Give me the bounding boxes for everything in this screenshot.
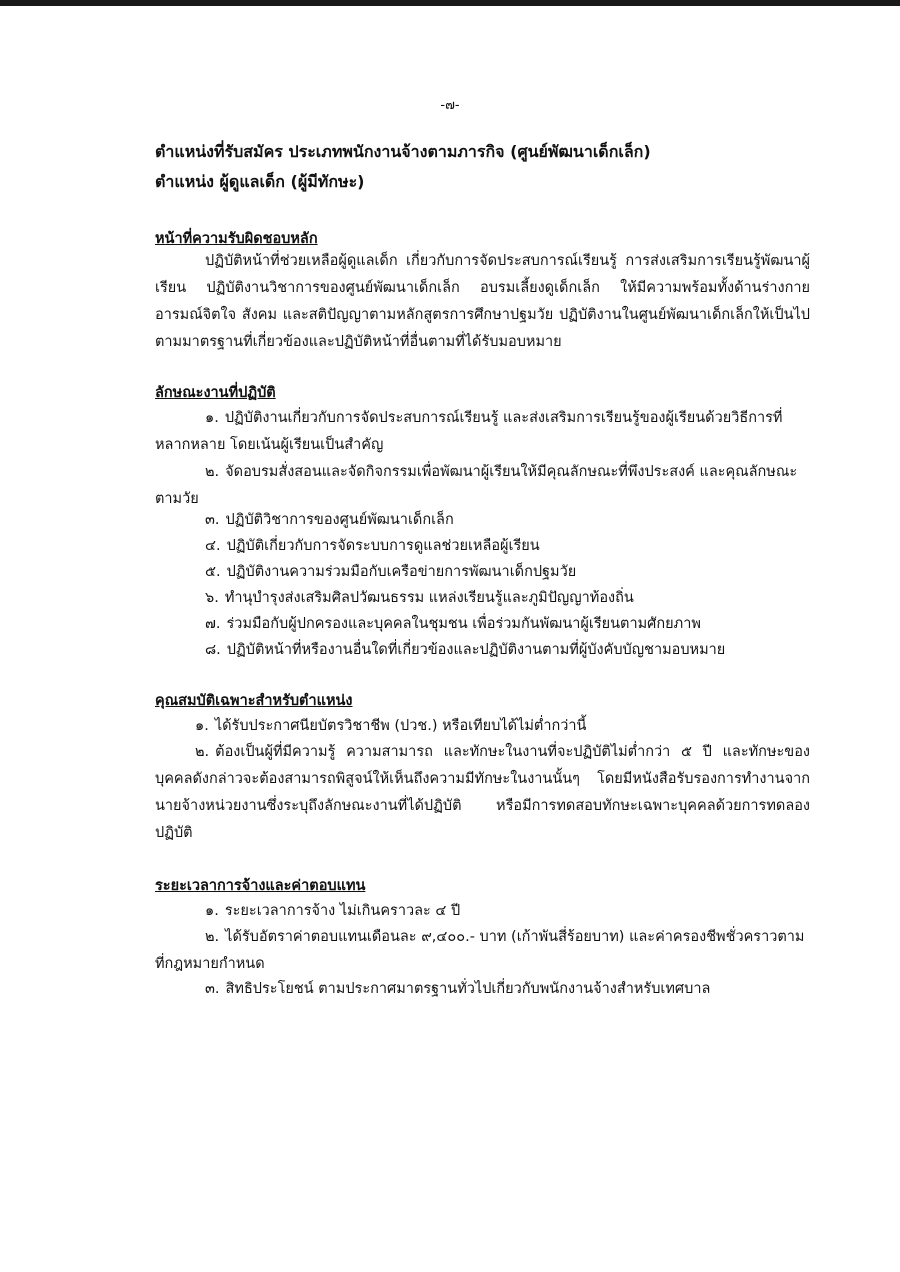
work-item-number: ๓. bbox=[205, 512, 220, 528]
work-item-text: ปฏิบัติหน้าที่หรืองานอื่นใดที่เกี่ยวข้องและปฏิบัติงานตามที่ผู้บังคับบัญชามอบหมาย bbox=[226, 642, 726, 658]
work-item-text: ปฏิบัติงานความร่วมมือกับเครือข่ายการพัฒนาเด็กปฐมวัย bbox=[226, 564, 577, 580]
page-number: -๗- bbox=[440, 98, 460, 113]
qualification-item-number: ๑. bbox=[195, 718, 209, 734]
work-item-6 bbox=[205, 585, 810, 612]
work-item-text: ปฏิบัติวิชาการของศูนย์พัฒนาเด็กเล็ก bbox=[225, 512, 454, 528]
work-item-8 bbox=[205, 637, 810, 664]
position-name-title: ตำแหน่ง ผู้ดูแลเด็ก (ผู้มีทักษะ) bbox=[155, 172, 365, 191]
employment-item-text: ระยะเวลาการจ้าง ไม่เกินคราวละ ๔ ปี bbox=[224, 903, 461, 919]
employment-item-number: ๒. bbox=[205, 929, 220, 945]
work-item-number: ๘. bbox=[205, 642, 221, 658]
duties-paragraph: ปฏิบัติหน้าที่ช่วยเหลือผู้ดูแลเด็ก เกี่ยวกับการจัดประสบการณ์เรียนรู้ การส่งเสริมการเรียนรู้พัฒนาผู้เรียน ปฏิบัติงานวิชาการของศูนย์พัฒนาเด็กเล็ก อบรมเลี้ยงดูเด็กเล็ก ให้มีความพร้อมทั้งด้านร่างกาย อารมณ์จิตใจ สังคม และสติปัญญาตามหลักสูตรการศึกษาปฐมวัย ปฏิบัติงานในศูนย์พัฒนาเด็กเล็กให้เป็นไปตามมาตรฐานที่เกี่ยวข้องและปฏิบัติหน้าที่อื่นตามที่ได้รับมอบหมาย bbox=[155, 253, 810, 350]
qualification-item-text: ได้รับประกาศนียบัตรวิชาชีพ (ปวช.) หรือเทียบได้ไม่ต่ำกว่านี้ bbox=[214, 718, 587, 734]
employment-item-text: สิทธิประโยชน์ ตามประกาศมาตรฐานทั่วไปเกี่ยวกับพนักงานจ้างสำหรับเทศบาล bbox=[225, 981, 711, 997]
qualifications-heading: คุณสมบัติเฉพาะสำหรับตำแหน่ง bbox=[155, 693, 353, 709]
qualification-item-number: ๒. bbox=[195, 744, 210, 760]
work-item-4 bbox=[205, 533, 810, 560]
work-item-2 bbox=[155, 459, 810, 513]
work-item-text: ทำนุบำรุงส่งเสริมศิลปวัฒนธรรม แหล่งเรียนรู้และภูมิปัญญาท้องถิ่น bbox=[224, 590, 634, 606]
work-item-number: ๔. bbox=[205, 538, 221, 554]
employment-item-1 bbox=[205, 898, 810, 925]
employment-item-number: ๓. bbox=[205, 981, 220, 997]
duties-heading: หน้าที่ความรับผิดชอบหลัก bbox=[155, 231, 318, 247]
work-item-text: จัดอบรมสั่งสอนและจัดกิจกรรมเพื่อพัฒนาผู้เรียนให้มีคุณลักษณะที่พึงประสงค์ และคุณลักษณะตามวัย bbox=[155, 464, 798, 507]
employment-item-2 bbox=[155, 924, 810, 978]
position-type-title: ตำแหน่งที่รับสมัคร ประเภทพนักงานจ้างตามภารกิจ (ศูนย์พัฒนาเด็กเล็ก) bbox=[155, 142, 651, 161]
employment-item-number: ๑. bbox=[205, 903, 219, 919]
work-item-number: ๖. bbox=[205, 590, 219, 606]
employment-item-text: ได้รับอัตราค่าตอบแทนเดือนละ ๙,๔๐๐.- บาท (เก้าพันสี่ร้อยบาท) และค่าครองชีพชั่วคราวตามที่กฎหมายกำหนด bbox=[155, 929, 805, 972]
work-item-7 bbox=[205, 611, 810, 638]
work-item-5 bbox=[205, 559, 810, 586]
qualification-item-text: ต้องเป็นผู้ที่มีความรู้ ความสามารถ และทักษะในงานที่จะปฏิบัติไม่ต่ำกว่า ๕ ปี และทักษะของบุคคลดังกล่าวจะต้องสามารถพิสูจน์ให้เห็นถึงความมีทักษะในงานนั้นๆ โดยมีหนังสือรับรองการทำงานจากนายจ้างหน่วยงานซึ่งระบุถึงลักษณะงานที่ได้ปฏิบัติ หรือมีการทดสอบทักษะเฉพาะบุคคลด้วยการทดลองปฏิบัติ bbox=[155, 744, 810, 841]
work-heading: ลักษณะงานที่ปฏิบัติ bbox=[155, 385, 276, 401]
work-item-number: ๒. bbox=[205, 464, 220, 480]
employment-item-3 bbox=[205, 976, 810, 1003]
employment-heading: ระยะเวลาการจ้างและค่าตอบแทน bbox=[155, 878, 366, 894]
work-item-text: ร่วมมือกับผู้ปกครองและบุคคลในชุมชน เพื่อร่วมกันพัฒนาผู้เรียนตามศักยภาพ bbox=[226, 616, 701, 632]
work-item-text: ปฏิบัติงานเกี่ยวกับการจัดประสบการณ์เรียนรู้ และส่งเสริมการเรียนรู้ของผู้เรียนด้วยวิธีการที่หลากหลาย โดยเน้นผู้เรียนเป็นสำคัญ bbox=[155, 410, 783, 453]
work-item-number: ๑. bbox=[205, 410, 219, 426]
work-item-3 bbox=[205, 507, 810, 534]
qualification-item-2 bbox=[155, 739, 810, 847]
work-item-number: ๕. bbox=[205, 564, 221, 580]
qualification-item-1 bbox=[195, 713, 800, 740]
work-item-1 bbox=[155, 405, 810, 459]
work-item-number: ๗. bbox=[205, 616, 221, 632]
work-item-text: ปฏิบัติเกี่ยวกับการจัดระบบการดูแลช่วยเหลือผู้เรียน bbox=[226, 538, 540, 554]
